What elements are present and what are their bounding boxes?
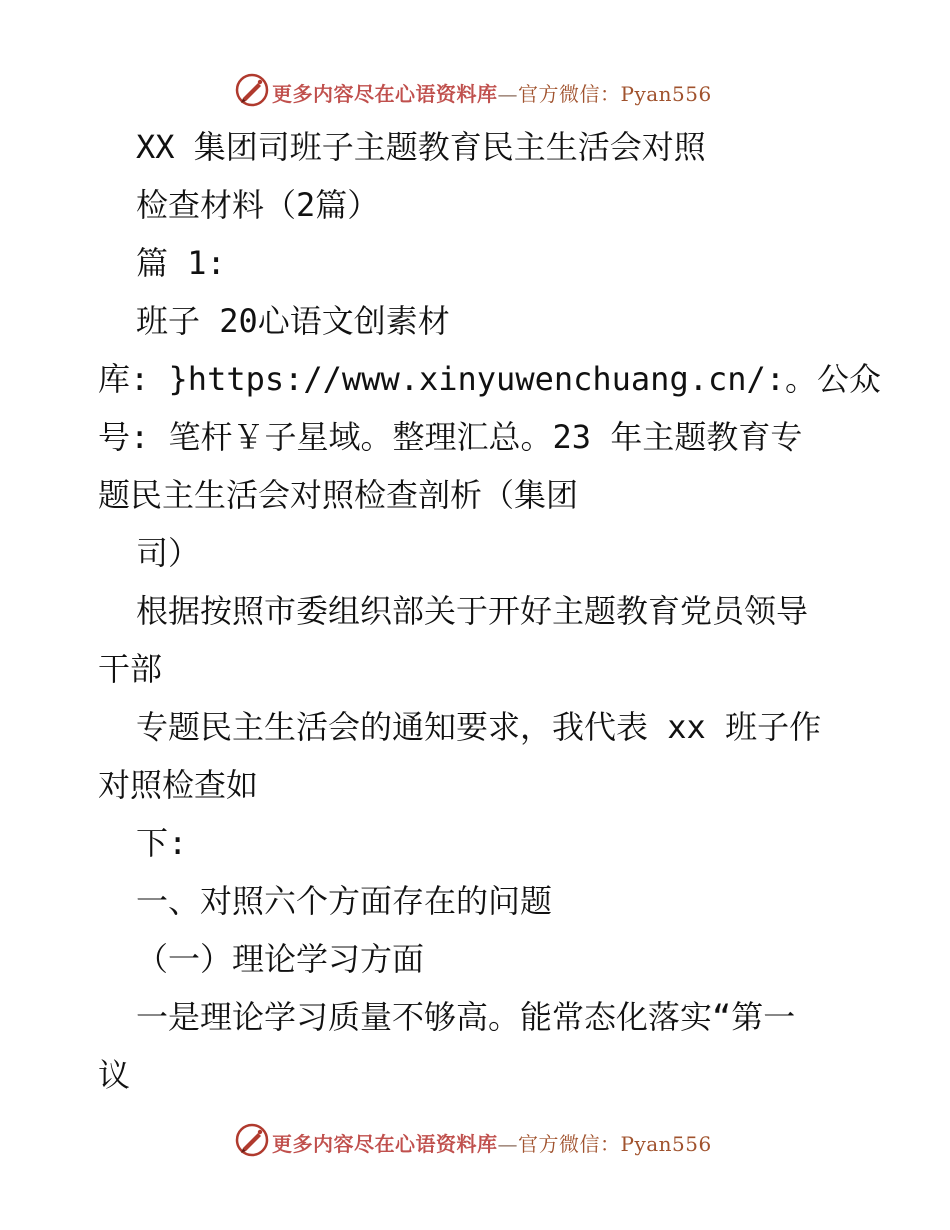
text-line: 一是理论学习质量不够高。能常态化落实“第一 (136, 998, 796, 1036)
title-line-1: XX 集团司班子主题教育民主生活会对照 (136, 128, 706, 166)
text-line: 库: }https://www.xinyuwenchuang.cn/:。公众 (98, 360, 882, 398)
section-heading: 篇 1: (136, 244, 226, 282)
text-line: 题民主生活会对照检查剖析（集团 (98, 476, 579, 514)
watermark-wechat: 官方微信：Pyan556 (518, 1132, 712, 1156)
text-line: 议 (98, 1056, 131, 1094)
text-line: 班子 20心语文创素材 (136, 302, 450, 340)
text-line: 专题民主生活会的通知要求，我代表 xx 班子作 (136, 708, 822, 746)
watermark-text (272, 1128, 712, 1157)
pen-logo-icon (234, 1122, 270, 1158)
title-line-2: 检查材料（2篇） (136, 186, 380, 224)
watermark-banner-top (0, 70, 950, 110)
watermark-dash: — (497, 82, 518, 106)
pen-logo-icon (234, 72, 270, 108)
watermark-dash: — (497, 1132, 518, 1156)
text-line: 根据按照市委组织部关于开好主题教育党员领导 (136, 592, 809, 630)
text-line: 干部 (98, 650, 163, 688)
watermark-wechat: 官方微信：Pyan556 (518, 82, 712, 106)
text-line: 对照检查如 (98, 766, 259, 804)
watermark-text (272, 78, 712, 107)
watermark-banner-bottom (0, 1120, 950, 1160)
watermark-site-name: 更多内容尽在心语资料库 (272, 1132, 498, 1156)
heading-level-2: （一）理论学习方面 (136, 940, 425, 978)
watermark-site-name: 更多内容尽在心语资料库 (272, 82, 498, 106)
text-line: 号: 笔杆￥子星域。整理汇总。23 年主题教育专 (98, 418, 803, 456)
text-line: 下: (136, 824, 188, 862)
heading-level-1: 一、对照六个方面存在的问题 (136, 882, 553, 920)
text-line: 司） (136, 534, 201, 572)
